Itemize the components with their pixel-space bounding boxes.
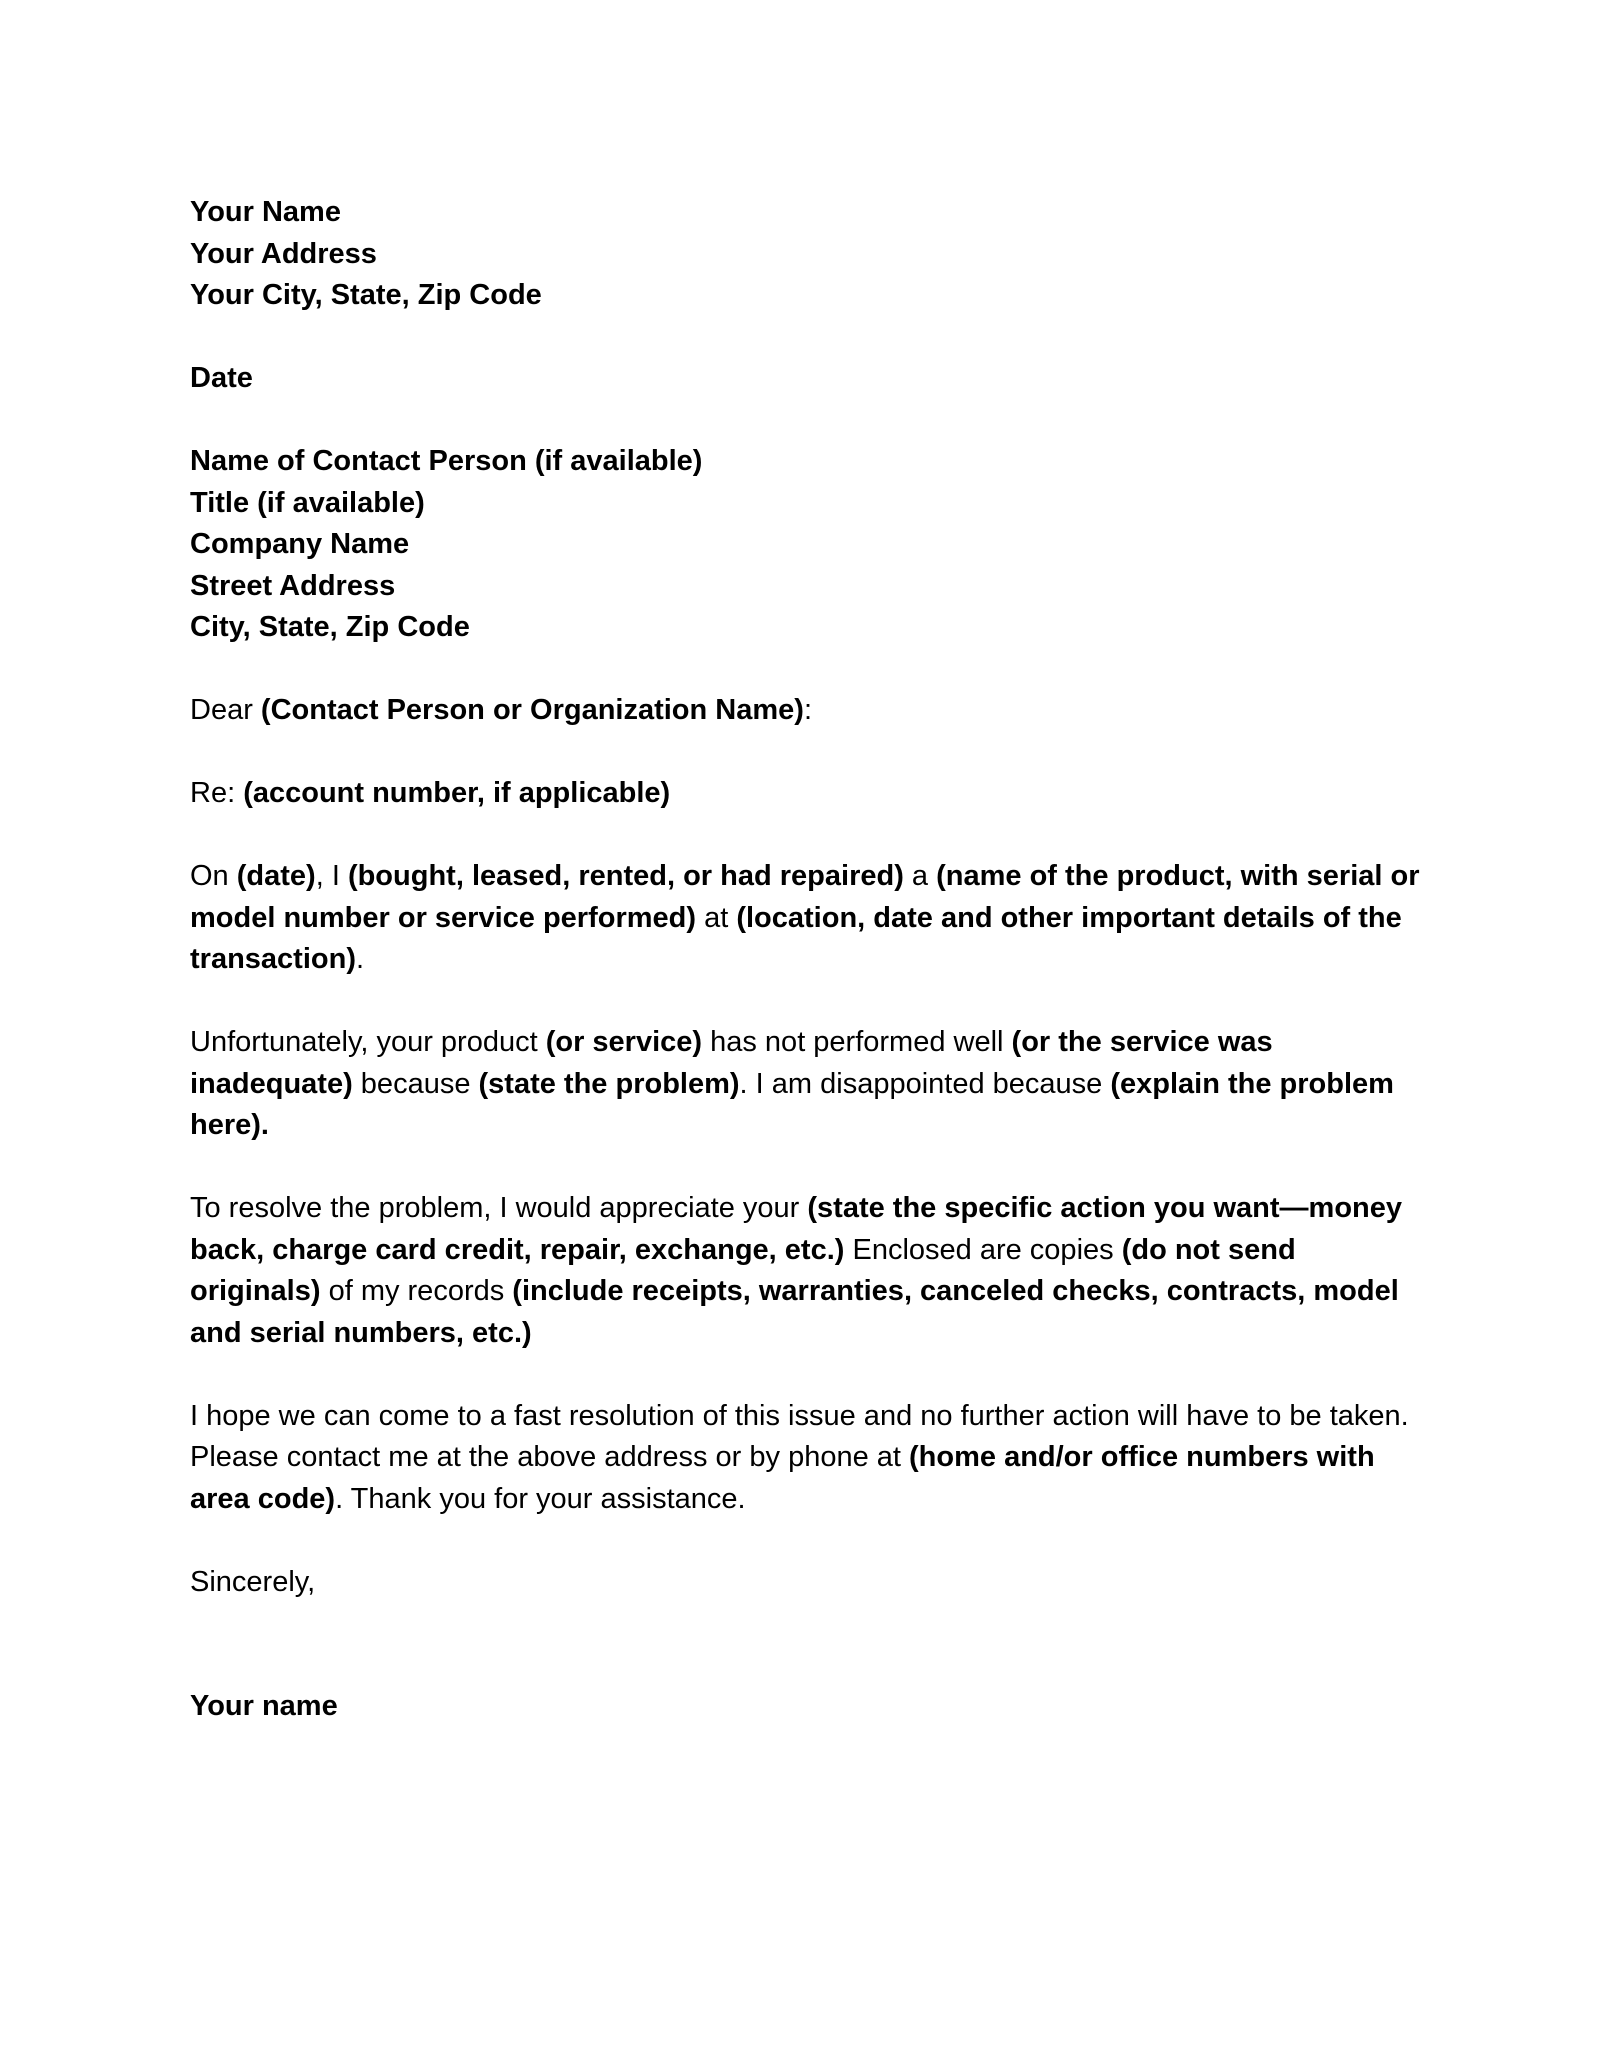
para1-text-4: at (696, 901, 737, 934)
para2-explain-problem: (explain the problem here). (190, 1067, 1394, 1141)
para2-text-4: . I am disappointed because (739, 1067, 1111, 1100)
recipient-company: Company Name (190, 528, 410, 560)
para1-text-3: a (903, 860, 937, 892)
para1-date: (date) (236, 860, 316, 892)
complaint-letter (190, 192, 1430, 1728)
paragraph-problem (190, 1022, 1430, 1147)
para1-location: (location, date and other important details of the transaction) (190, 901, 1402, 975)
sender-name: Your Name (190, 196, 341, 228)
para2-state-problem: (state the problem) (478, 1067, 740, 1100)
recipient-contact-person: Name of Contact Person (if available) (190, 445, 703, 477)
recipient-title: Title (if available) (190, 486, 425, 519)
para3-text-1: To resolve the problem, I would appreciate your (190, 1192, 808, 1224)
paragraph-purchase (190, 856, 1430, 981)
para1-transaction-type: (bought, leased, rented, or had repaired) (347, 860, 904, 892)
salutation-name: (Contact Person or Organization Name) (260, 694, 804, 726)
para3-records: (include receipts, warranties, canceled checks, contracts, model and serial numbers, etc.) (190, 1275, 1399, 1349)
para2-text-1: Unfortunately, your product (190, 1026, 546, 1058)
para4-text-2: . Thank you for your assistance. (335, 1482, 746, 1515)
para1-text-5: . (355, 943, 365, 975)
para1-text-1: On (190, 860, 237, 892)
para1-product: (name of the product, with serial or model number or service performed) (190, 860, 1420, 934)
recipient-street: Street Address (190, 569, 396, 602)
signature-name: Your name (190, 1690, 338, 1722)
para1-text-2: , I (315, 860, 348, 892)
salutation (190, 690, 1430, 732)
paragraph-contact (190, 1396, 1430, 1521)
reference-line (190, 773, 1430, 815)
signature-space (190, 1603, 1430, 1686)
para3-do-not-send: (do not send originals) (190, 1233, 1296, 1307)
para2-text-2: has not performed well (702, 1026, 1012, 1058)
closing: Sincerely, (190, 1565, 316, 1598)
para2-or-service: (or service) (545, 1026, 703, 1058)
sender-block (190, 192, 1430, 317)
sender-address: Your Address (190, 237, 377, 270)
para4-phone-numbers: (home and/or office numbers with area code) (190, 1441, 1375, 1515)
recipient-block (190, 441, 1430, 649)
para3-text-2: Enclosed are copies (844, 1233, 1122, 1266)
re-prefix: Re: (190, 777, 244, 809)
para3-text-3: of my records (320, 1275, 513, 1307)
recipient-city-state-zip: City, State, Zip Code (190, 611, 470, 643)
para2-text-3: because (352, 1067, 479, 1100)
salutation-suffix: : (803, 694, 812, 726)
para4-text-1: I hope we can come to a fast resolution of this issue and no further action will have to be taken. Please contact me at the above address or by phone at (190, 1399, 1409, 1473)
paragraph-resolution (190, 1188, 1430, 1354)
para2-service-inadequate: (or the service was inadequate) (190, 1026, 1273, 1100)
letter-date: Date (190, 362, 253, 394)
para3-action-wanted: (state the specific action you want—money back, charge card credit, repair, exchange, etc.) (190, 1192, 1403, 1266)
date-block (190, 358, 1430, 400)
sender-city-state-zip: Your City, State, Zip Code (190, 279, 542, 311)
re-account-number: (account number, if applicable) (243, 777, 671, 809)
salutation-prefix: Dear (190, 694, 261, 726)
